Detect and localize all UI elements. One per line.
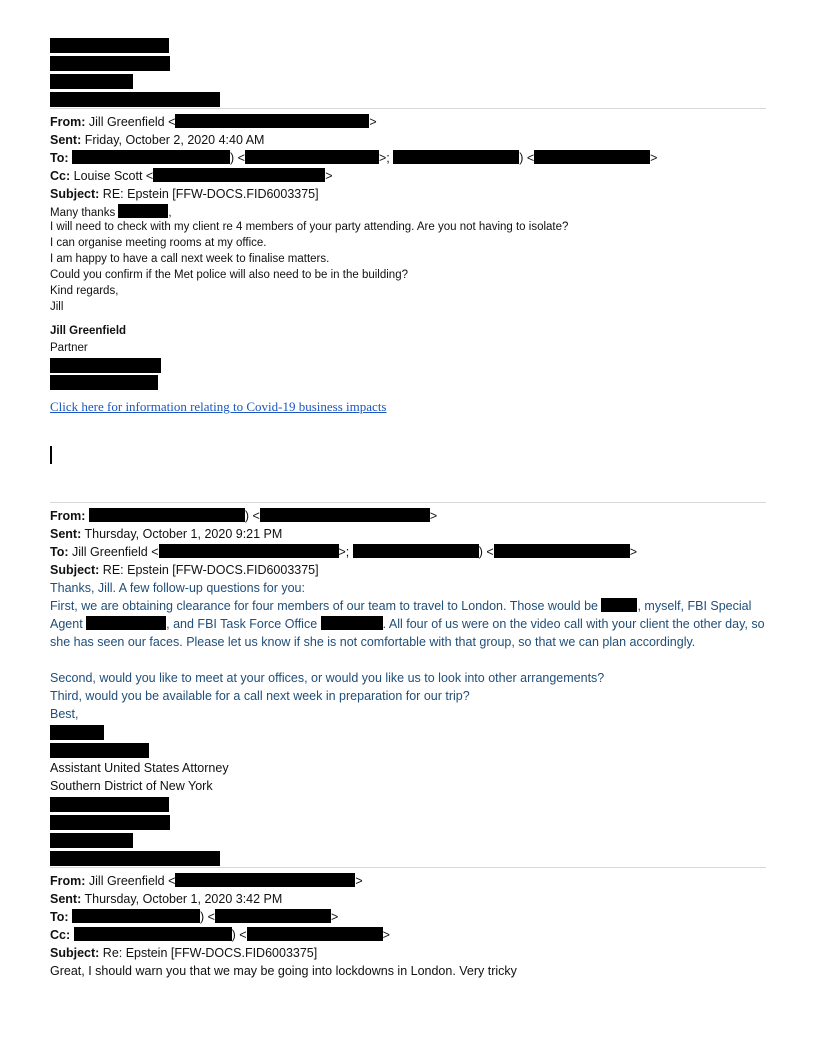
redaction-block	[215, 909, 331, 923]
subject-value: RE: Epstein [FFW-DOCS.FID6003375]	[102, 563, 319, 577]
cc-label: Cc:	[50, 169, 71, 183]
email1-subject-row	[50, 186, 319, 202]
email1-to-row	[50, 150, 657, 166]
signature-name: Jill Greenfield	[50, 325, 127, 337]
email2-from-row	[50, 508, 437, 524]
paragraph-text: . All four of us were on the video call with your client the other day, so she has seen our faces. Please let us know if she is not comfortable with that group, so that we can plan accordingly.	[50, 617, 765, 649]
bracket: ) <	[478, 545, 494, 559]
email3-sent-row	[50, 891, 282, 907]
header-divider	[50, 108, 766, 109]
redaction-block	[159, 544, 339, 558]
sent-label: Sent:	[50, 133, 82, 147]
paragraph-text: , and FBI Task Force Office	[166, 617, 318, 631]
redaction-block	[393, 150, 519, 164]
redaction-block	[50, 851, 220, 866]
to-name: Jill Greenfield <	[72, 545, 159, 559]
bracket: >	[330, 910, 339, 924]
signature-title: Partner	[50, 342, 88, 354]
redaction-block	[353, 544, 479, 558]
bracket: ) <	[230, 151, 245, 165]
paragraph-text: , myself, FBI Special Agent	[50, 599, 752, 631]
email1-body-line: Kind regards,	[50, 285, 119, 297]
redaction-block	[50, 74, 133, 89]
email-divider	[50, 502, 766, 503]
email3-from-row	[50, 873, 363, 889]
email1-greeting	[50, 204, 172, 221]
email1-sent-row	[50, 132, 264, 148]
bracket: >	[369, 115, 377, 129]
redaction-block	[50, 92, 220, 107]
email-divider	[50, 867, 766, 868]
signature-title: Assistant United States Attorney	[50, 761, 229, 775]
redaction-block	[50, 38, 169, 53]
sent-value: Thursday, October 1, 2020 3:42 PM	[84, 892, 283, 906]
redaction-block	[245, 150, 379, 164]
email3-to-row	[50, 909, 338, 925]
to-label: To:	[50, 151, 69, 165]
redaction-block	[247, 927, 383, 941]
email1-body-line: I will need to check with my client re 4 members of your party attending. Are you not having to isolate?	[50, 221, 569, 233]
cc-label: Cc:	[50, 928, 71, 942]
paragraph-text: First, we are obtaining clearance for four members of our team to travel to London. Those would be	[50, 599, 598, 613]
cc-name: Louise Scott <	[73, 169, 154, 183]
email2-subject-row	[50, 562, 319, 578]
redaction-block	[153, 168, 325, 182]
redaction-block	[72, 150, 230, 164]
greeting-text: Many thanks	[50, 207, 116, 219]
bracket: ) <	[519, 151, 535, 165]
subject-label: Subject:	[50, 563, 100, 577]
email3-subject-row	[50, 945, 317, 961]
redaction-block	[50, 815, 170, 830]
redaction-block	[74, 927, 232, 941]
email1-body-line: I am happy to have a call next week to finalise matters.	[50, 253, 330, 265]
redaction-block	[50, 797, 169, 812]
from-name: Jill Greenfield <	[88, 874, 176, 888]
bracket: >;	[378, 151, 390, 165]
to-label: To:	[50, 545, 69, 559]
email1-cc-row	[50, 168, 333, 184]
redaction-block	[50, 725, 104, 740]
redaction-block	[494, 544, 630, 558]
redaction-block	[89, 508, 245, 522]
redaction-block	[601, 598, 637, 612]
redaction-block	[321, 616, 383, 630]
email2-sent-row	[50, 526, 282, 542]
comma: ,	[168, 207, 172, 219]
sent-value: Friday, October 2, 2020 4:40 AM	[84, 133, 265, 147]
redaction-block	[72, 909, 200, 923]
email1-body-line: Could you confirm if the Met police will also need to be in the building?	[50, 269, 408, 281]
bracket: >	[355, 874, 363, 888]
covid-info-link[interactable]: Click here for information relating to Covid-19 business impacts	[50, 399, 387, 414]
email3-body: Great, I should warn you that we may be going into lockdowns in London. Very tricky	[50, 964, 517, 978]
email2-intro: Thanks, Jill. A few follow-up questions for you:	[50, 581, 305, 595]
sent-label: Sent:	[50, 527, 82, 541]
sent-value: Thursday, October 1, 2020 9:21 PM	[84, 527, 283, 541]
signature-office: Southern District of New York	[50, 779, 213, 793]
redaction-block	[118, 204, 168, 218]
redaction-block	[50, 375, 158, 390]
email2-closing: Best,	[50, 707, 79, 721]
from-label: From:	[50, 115, 86, 129]
email1-body-line: I can organise meeting rooms at my office.	[50, 237, 267, 249]
bracket: >	[429, 509, 438, 523]
redaction-block	[50, 56, 170, 71]
subject-label: Subject:	[50, 187, 100, 201]
bracket: ) <	[200, 910, 215, 924]
bracket: >	[650, 151, 658, 165]
redaction-block	[260, 508, 430, 522]
redaction-block	[86, 616, 166, 630]
bracket: ) <	[231, 928, 247, 942]
redaction-block	[175, 114, 369, 128]
bracket: >	[629, 545, 638, 559]
subject-value: Re: Epstein [FFW-DOCS.FID6003375]	[102, 946, 318, 960]
email1-from-row	[50, 114, 377, 130]
bracket: >;	[338, 545, 350, 559]
email2-third: Third, would you be available for a call next week in preparation for our trip?	[50, 689, 470, 703]
from-label: From:	[50, 509, 86, 523]
email2-second: Second, would you like to meet at your offices, or would you like us to look into other arrangements?	[50, 671, 605, 685]
email2-first-paragraph	[50, 597, 766, 651]
redaction-block	[50, 358, 161, 373]
redaction-block	[50, 833, 133, 848]
email2-to-row	[50, 544, 637, 560]
subject-value: RE: Epstein [FFW-DOCS.FID6003375]	[102, 187, 319, 201]
email3-cc-row	[50, 927, 390, 943]
subject-label: Subject:	[50, 946, 100, 960]
bracket: >	[325, 169, 333, 183]
sent-label: Sent:	[50, 892, 82, 906]
bracket: ) <	[244, 509, 260, 523]
redaction-block	[175, 873, 355, 887]
bracket: >	[382, 928, 390, 942]
to-label: To:	[50, 910, 69, 924]
email1-body-line: Jill	[50, 301, 64, 313]
text-cursor	[50, 446, 52, 464]
from-label: From:	[50, 874, 86, 888]
from-name: Jill Greenfield <	[88, 115, 176, 129]
redaction-block	[50, 743, 149, 758]
redaction-block	[534, 150, 650, 164]
